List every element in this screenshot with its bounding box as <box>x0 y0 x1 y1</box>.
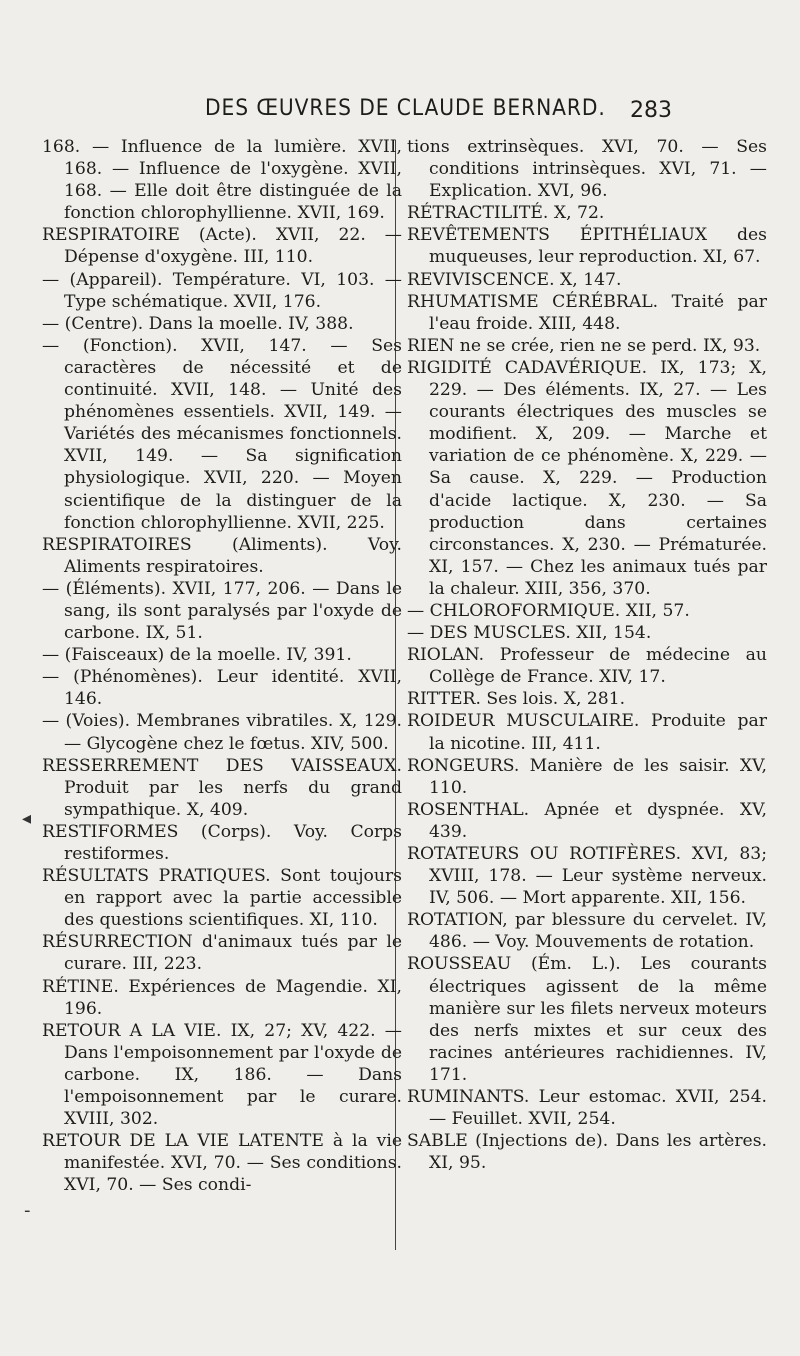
index-entry: RESTIFORMES (Corps). Voy. Corps restiformes. <box>42 821 402 864</box>
index-entry: — (Éléments). XVII, 177, 206. — Dans le sang, ils sont paralysés par l'oxyde de carbone. IX, 51. <box>42 578 402 644</box>
index-entry: RETOUR A LA VIE. IX, 27; XV, 422. — Dans l'empoisonnement par l'oxyde de carbone. IX, 186. — Dans l'empoisonnement par le curare. XVIII, 302. <box>42 1020 402 1130</box>
index-entry: RETOUR DE LA VIE LATENTE à la vie manifestée. XVI, 70. — Ses conditions. XVI, 70. — Ses condi- <box>42 1131 402 1196</box>
index-entry: REVIVISCENCE. X, 147. <box>407 269 622 290</box>
index-entry: RÉTINE. Expériences de Magendie. XI, 196. <box>42 976 402 1019</box>
index-entry: RESPIRATOIRES (Aliments). Voy. Aliments respiratoires. <box>42 534 402 577</box>
margin-arrow-icon: ◂ <box>22 808 32 829</box>
index-entry: — (Appareil). Température. VI, 103. — Type schématique. XVII, 176. <box>42 269 402 312</box>
index-entry: RIOLAN. Professeur de médecine au Collège de France. XIV, 17. <box>407 645 767 688</box>
index-entry: RÉSURRECTION d'animaux tués par le curare. III, 223. <box>42 932 402 975</box>
index-entry: — (Centre). Dans la moelle. IV, 388. <box>42 313 354 334</box>
index-entry: RÉSULTATS PRATIQUES. Sont toujours en rapport avec la partie accessible des questions scientifiques. XI, 110. <box>42 866 402 931</box>
index-entry: RESSERREMENT DES VAISSEAUX. Produit par les nerfs du grand sympathique. X, 409. <box>42 755 402 820</box>
page-number: 283 <box>630 98 672 123</box>
index-entry: ROTATION, par blessure du cervelet. IV, 486. — Voy. Mouvements de rotation. <box>407 910 767 953</box>
index-entry: 168. — Influence de la lumière. XVII, 168. — Influence de l'oxygène. XVII, 168. — Elle doit être distinguée de la fonction chlorophyllienne. XVII, 169. <box>42 137 402 224</box>
index-entry: — (Fonction). XVII, 147. — Ses caractères de nécessité et de continuité. XVII, 148. — Unité des phénomènes essentiels. XVII, 149. — Variétés des mécanismes fonctionnels. XVII, 149. — Sa signification physiologique. XVII, 220. — Moyen scientifique de la distinguer de la fonction chlorophyllienne. XVII, 225. <box>42 335 402 533</box>
index-entry: — DES MUSCLES. XII, 154. <box>407 623 652 644</box>
index-entry: RIGIDITÉ CADAVÉRIQUE. IX, 173; X, 229. — Des éléments. IX, 27. — Les courants électriques des muscles se modifient. X, 209. — Marche et variation de ce phénomène. X, 229. — Sa cause. X, 229. — Production d'acide lactique. X, 230. — Sa production dans certaines circonstances. X, 230. — Prématurée. XI, 157. — Chez les animaux tués par la chaleur. XIII, 356, 370. <box>407 357 767 599</box>
index-entry: RIEN ne se crée, rien ne se perd. IX, 93. <box>407 335 761 356</box>
index-entry: RÉTRACTILITÉ. X, 72. <box>407 203 605 224</box>
index-entry: REVÊTEMENTS ÉPITHÉLIAUX des muqueuses, leur reproduction. XI, 67. <box>407 225 767 268</box>
index-entry: ROIDEUR MUSCULAIRE. Produite par la nicotine. III, 411. <box>407 711 767 754</box>
index-entry: RESPIRATOIRE (Acte). XVII, 22. — Dépense d'oxygène. III, 110. <box>42 225 402 268</box>
index-entry: — (Phénomènes). Leur identité. XVII, 146. <box>42 667 402 710</box>
index-entry: ROTATEURS OU ROTIFÈRES. XVI, 83; XVIII, 178. — Leur système nerveux. IV, 506. — Mort apparente. XII, 156. <box>407 844 767 909</box>
margin-dash-icon: - <box>24 1200 31 1221</box>
header-title: DES ŒUVRES DE CLAUDE BERNARD. <box>205 96 606 121</box>
index-entry: tions extrinsèques. XVI, 70. — Ses conditions intrinsèques. XVI, 71. — Explication. XVI, 96. <box>407 137 767 202</box>
index-entry: RONGEURS. Manière de les saisir. XV, 110. <box>407 755 767 798</box>
index-entry: RITTER. Ses lois. X, 281. <box>407 689 626 710</box>
index-entry: — (Faisceaux) de la moelle. IV, 391. <box>42 645 352 666</box>
index-column-right <box>407 136 767 1174</box>
index-entry: RUMINANTS. Leur estomac. XVII, 254. — Feuillet. XVII, 254. <box>407 1087 767 1130</box>
index-entry: RHUMATISME CÉRÉBRAL. Traité par l'eau froide. XIII, 448. <box>407 291 767 334</box>
index-entry: ROUSSEAU (Ém. L.). Les courants électriques agissent de la même manière sur les filets nerveux moteurs des nerfs mixtes et sur ceux des racines antérieures rachidiennes. IV, 171. <box>407 954 767 1085</box>
index-column-left <box>42 136 402 1197</box>
index-entry: — (Voies). Membranes vibratiles. X, 129. — Glycogène chez le fœtus. XIV, 500. <box>42 711 402 754</box>
index-entry: SABLE (Injections de). Dans les artères. XI, 95. <box>407 1131 767 1174</box>
running-header <box>205 96 672 128</box>
index-entry: — CHLOROFORMIQUE. XII, 57. <box>407 600 690 621</box>
index-entry: ROSENTHAL. Apnée et dyspnée. XV, 439. <box>407 799 767 842</box>
